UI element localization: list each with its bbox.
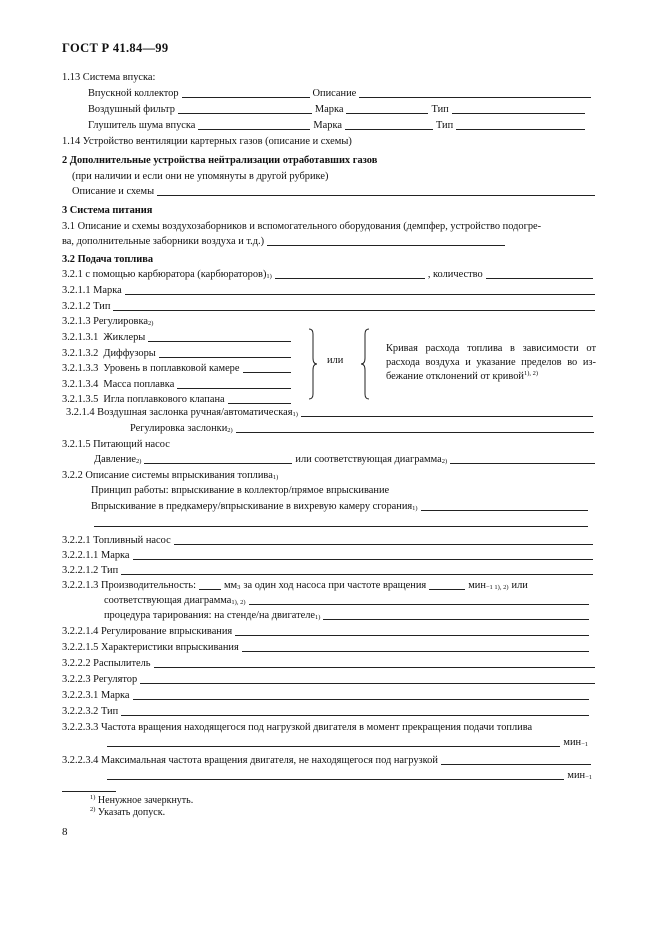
section-3-1-field[interactable] [267,245,505,246]
jets-field[interactable] [148,341,291,342]
cutoff-speed-label: 3.2.2.3.3 Частота вращения находящегося под нагрузкой двигателя в момент прекращения подачи топлива [62,722,533,733]
section-3-1-line1: 3.1 Описание и схемы воздухозаборников и вспомогательного оборудования (демпфер, устройство подогре- [62,221,542,232]
injection-characteristics-field[interactable] [242,651,589,652]
governor-type-row: 3.2.2.3.2 Тип [62,704,592,718]
governor-brand-field[interactable] [133,699,589,700]
injector-row: 3.2.2.2 Распылитель [62,656,598,670]
carburettor-row: 3.2.1 с помощью карбюратора (карбюраторов) $^{1)}$ , количество [62,267,596,281]
fuel-pump-brand-field[interactable] [133,559,593,560]
choke-adjustment-row: Регулировка заслонки $^{2)}$ [130,421,597,435]
injection-continuation-field[interactable] [94,526,588,527]
injector-field[interactable] [154,667,595,668]
section-1-13-title: 1.13 Система впуска: [62,72,156,83]
governor-brand-row: 3.2.2.3.1 Марка [62,688,592,702]
air-filter-field[interactable] [178,113,312,114]
pump-capacity-field[interactable] [199,589,221,590]
intake-manifold-field[interactable] [182,97,310,98]
float-chamber-level-row: 3.2.1.3.3 Уровень в поплавковой камере [62,361,294,375]
fuel-pump-type-field[interactable] [121,574,593,575]
governor-row: 3.2.2.3 Регулятор [62,672,598,686]
carburettor-adjustment-title: 3.2.1.3 Регулировка $^{2)}$ [62,316,154,327]
footnote-2: $^{2)}$ Указать допуск. [90,806,166,818]
diffusers-field[interactable] [159,357,291,358]
air-filter-row: Воздушный фильтр Марка Тип [88,102,588,116]
float-chamber-level-field[interactable] [243,372,292,373]
pump-speed-field[interactable] [429,589,465,590]
footnote-1: $^{1)}$ Ненужное зачеркнуть. [90,794,194,806]
float-mass-row: 3.2.1.3.4 Масса поплавка [62,377,294,391]
intake-silencer-brand-field[interactable] [345,129,433,130]
carburettor-type-row: 3.2.1.2 Тип [62,299,598,313]
section-3-title: 3 Система питания [62,205,153,216]
injection-timing-row: 3.2.2.1.4 Регулирование впрыскивания [62,624,592,638]
pump-diagram-row: соответствующая диаграмма $^{1), 2)}$ [104,593,592,607]
standard-header: ГОСТ Р 41.84—99 [62,41,169,55]
pump-calibration-row: процедура тарирования: на стенде/на двигателе $^{1)}$ [104,608,592,622]
footnote-rule [62,791,116,792]
air-filter-type-field[interactable] [452,113,585,114]
float-needle-row: 3.2.1.3.5 Игла поплавкового клапана [62,392,294,406]
governor-field[interactable] [140,683,595,684]
choke-adjustment-field[interactable] [236,432,594,433]
section-2-description-row: Описание и схемы [72,184,598,198]
right-brace-icon [308,328,318,400]
float-mass-field[interactable] [177,388,291,389]
pump-capacity-row: 3.2.2.1.3 Производительность: мм $^3$ за один ход насоса при частоте вращения мин $^{-1 1), 2)}$ или [62,580,528,591]
max-speed-row: мин $^{-1}$ [104,768,592,782]
carburettor-field[interactable] [275,278,425,279]
air-filter-brand-field[interactable] [346,113,428,114]
intake-silencer-type-field[interactable] [456,129,585,130]
float-needle-field[interactable] [228,403,291,404]
fuel-pump-row: 3.2.2.1 Топливный насос [62,533,596,547]
carburettor-quantity-field[interactable] [486,278,593,279]
carburettor-brand-row: 3.2.1.1 Марка [62,283,598,297]
governor-type-field[interactable] [121,715,589,716]
injection-system-title: 3.2.2 Описание системы впрыскивания топлива $^{1)}$ [62,470,279,481]
page-number: 8 [62,826,68,838]
section-1-14: 1.14 Устройство вентиляции картерных газов (описание и схемы) [62,136,352,147]
feed-pump-pressure-row: Давление $^{2)}$ или соответствующая диаграмма $^{2)}$ [94,452,598,466]
fuel-pump-brand-row: 3.2.2.1.1 Марка [62,548,596,562]
injection-chamber-row: Впрыскивание в предкамеру/впрыскивание в вихревую камеру сгорания $^{1)}$ [91,499,591,513]
injection-principle: Принцип работы: впрыскивание в коллектор/прямое впрыскивание [91,485,390,496]
jets-row: 3.2.1.3.1 Жиклеры [62,330,294,344]
cutoff-speed-field[interactable] [107,746,560,747]
section-2-description-field[interactable] [157,195,595,196]
section-3-2-title: 3.2 Подача топлива [62,254,154,265]
section-2-note: (при наличии и если они не упомянуты в другой рубрике) [72,171,329,182]
fuel-pump-type-row: 3.2.2.1.2 Тип [62,563,596,577]
injection-continuation-row [91,515,591,529]
intake-silencer-field[interactable] [198,129,310,130]
cutoff-speed-row: мин $^{-1}$ [104,735,588,749]
section-2-title: 2 Дополнительные устройства нейтрализации отработавших газов [62,155,378,166]
choke-row: 3.2.1.4 Воздушная заслонка ручная/автоматическая $^{1)}$ [66,405,596,419]
feed-pump-diagram-field[interactable] [450,463,595,464]
choke-field[interactable] [301,416,593,417]
feed-pump-title: 3.2.1.5 Питающий насос [62,439,170,450]
intake-silencer-row: Глушитель шума впуска Марка Тип [88,118,588,132]
max-speed-label-field[interactable] [441,764,591,765]
section-3-1-line2: ва, дополнительные заборники воздуха и т.д.) [62,234,508,248]
or-label: или [327,355,344,366]
fuel-pump-field[interactable] [174,544,593,545]
fuel-curve-note: Кривая расхода топлива в зависимости от расхода воздуха и указание пределов во из-бежание отклонений от кривой$^{1), 2)}$ [386,343,596,382]
intake-manifold-description-field[interactable] [359,97,591,98]
carburettor-brand-field[interactable] [125,294,595,295]
pump-diagram-field[interactable] [249,604,590,605]
diffusers-row: 3.2.1.3.2 Диффузоры [62,346,294,360]
intake-manifold-row: Впускной коллектор Описание [88,86,594,100]
left-brace-icon [360,328,370,400]
injection-timing-field[interactable] [235,635,589,636]
carburettor-type-field[interactable] [113,310,595,311]
max-speed-label-row: 3.2.2.3.4 Максимальная частота вращения двигателя, не находящегося под нагрузкой [62,753,594,767]
injection-chamber-field[interactable] [421,510,588,511]
injection-characteristics-row: 3.2.2.1.5 Характеристики впрыскивания [62,640,592,654]
pump-calibration-field[interactable] [323,619,589,620]
max-speed-field[interactable] [107,779,564,780]
feed-pump-pressure-field[interactable] [144,463,292,464]
